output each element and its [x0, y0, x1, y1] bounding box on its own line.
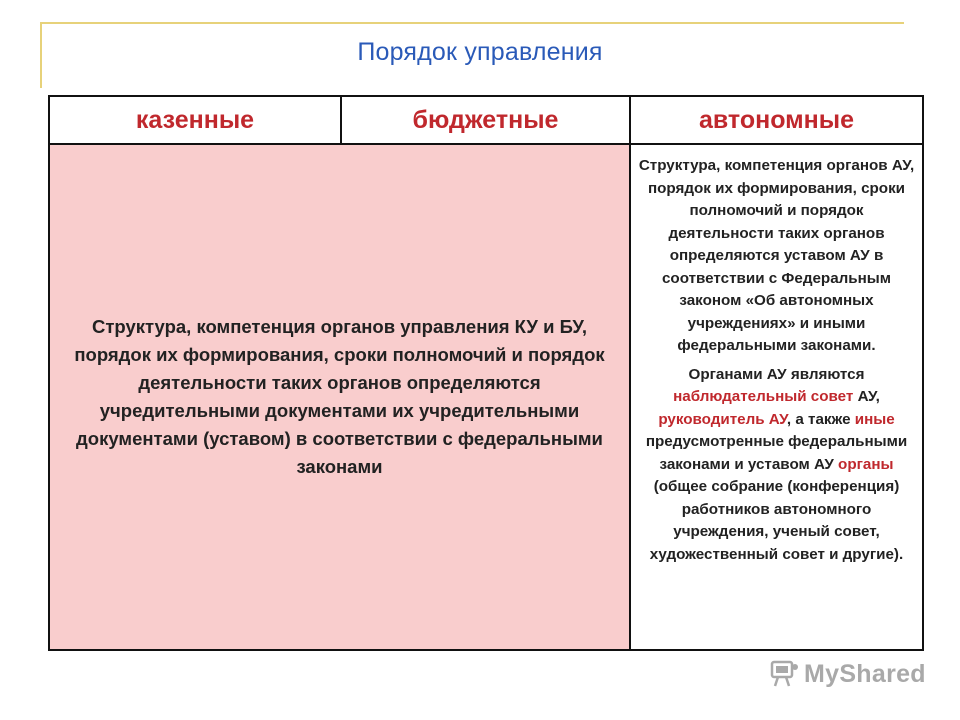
- header-row: [49, 96, 923, 144]
- highlight-head: руководитель АУ: [658, 410, 787, 428]
- header-kazennye: казенные: [49, 96, 341, 144]
- highlight-organs: органы: [838, 455, 894, 473]
- myshared-watermark: [770, 657, 926, 691]
- kazennye-byudzhetnye-cell: [49, 144, 630, 650]
- top-accent-rule: [42, 22, 904, 24]
- comparison-table: [48, 95, 924, 651]
- page-title: Порядок управления: [357, 38, 603, 66]
- header-avtonomnye: автономные: [630, 96, 923, 144]
- presentation-board-icon: [770, 659, 800, 689]
- watermark-text: MyShared: [804, 659, 926, 688]
- header-byudzhetnye: бюджетные: [341, 96, 630, 144]
- body-row: [49, 144, 923, 650]
- highlight-supervisory-board: наблюдательный совет: [673, 388, 854, 405]
- avtonomnye-structure-text: Структура, компетенция органов АУ, порядок их формирования, сроки полномочий и порядок деятельности таких органов определяются уставом АУ в соответствии с Федеральным законом «Об автономных учреждениях» и иными федеральными законами.: [638, 157, 915, 354]
- avtonomnye-organs-text: Органами АУ являются наблюдательный совет АУ, руководитель АУ, а также иные предусмотренные федеральными законами и уставом АУ органы (общее собрание (конференция) работников автономного учреждения, ученый совет, художественный совет и другие).: [645, 365, 908, 563]
- highlight-other: иные: [854, 410, 895, 428]
- kazennye-byudzhetnye-text: Структура, компетенция органов управления КУ и БУ, порядок их формирования, сроки полномочий и порядок деятельности таких органов определяются учредительными документами их учредительными документами (уставом) в соответствии с федеральными законами: [74, 316, 605, 477]
- avtonomnye-cell: [630, 144, 923, 650]
